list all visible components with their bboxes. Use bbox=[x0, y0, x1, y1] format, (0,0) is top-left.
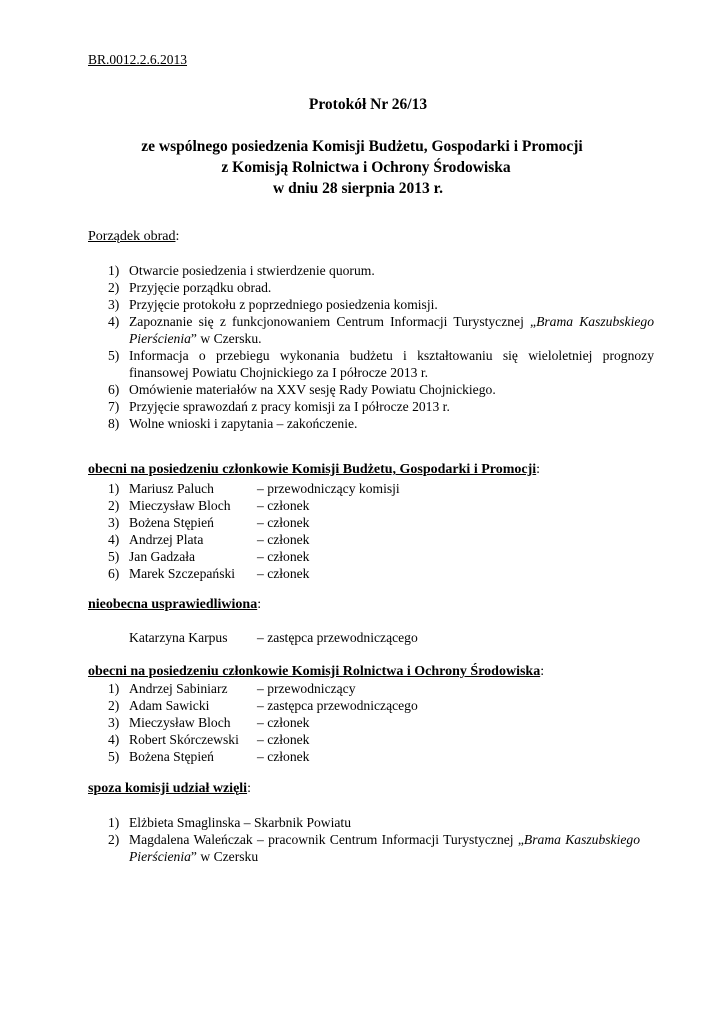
subtitle-line-3: w dniu 28 sierpnia 2013 r. bbox=[273, 180, 443, 197]
member-role: – przewodniczący bbox=[257, 681, 356, 696]
agri-committee-heading bbox=[88, 664, 544, 680]
item-number: 6) bbox=[108, 382, 120, 397]
member-number: 2) bbox=[108, 498, 120, 513]
member-role: – członek bbox=[257, 566, 310, 581]
budget-committee-heading bbox=[88, 462, 540, 478]
member-number: 1) bbox=[108, 681, 120, 696]
list-item bbox=[88, 296, 654, 313]
member-role: – zastępca przewodniczącego bbox=[257, 698, 418, 713]
item-text-italic: Brama Kaszubskiego Pierścienia bbox=[129, 832, 640, 864]
member-role: – członek bbox=[257, 532, 310, 547]
list-item bbox=[88, 398, 654, 415]
list-item bbox=[88, 262, 654, 279]
item-text: Magdalena Waleńczak – pracownik Centrum Informacji Turystycznej „ bbox=[129, 832, 524, 847]
member-role: – członek bbox=[257, 732, 310, 747]
item-number: 1) bbox=[108, 815, 120, 830]
item-text: Otwarcie posiedzenia i stwierdzenie quorum. bbox=[129, 263, 375, 278]
item-text: Wolne wnioski i zapytania – zakończenie. bbox=[129, 416, 358, 431]
member-role: – przewodniczący komisji bbox=[257, 481, 400, 496]
item-text-italic: Brama Kaszubskiego Pierścienia bbox=[129, 314, 654, 346]
member-number: 5) bbox=[108, 749, 120, 764]
absent-heading-text: nieobecna usprawiedliwiona bbox=[88, 597, 258, 612]
member-role: – członek bbox=[257, 498, 310, 513]
member-number: 1) bbox=[108, 481, 120, 496]
member-role: – zastępca przewodniczącego bbox=[257, 630, 418, 645]
member-number: 4) bbox=[108, 732, 120, 747]
item-number: 7) bbox=[108, 399, 120, 414]
member-role: – członek bbox=[257, 549, 310, 564]
item-text: Informacja o przebiegu wykonania budżetu i kształtowaniu się wieloletniej prognozy finansowej Powiatu Chojnickiego za I półrocze 2013 r. bbox=[129, 348, 654, 380]
absent-heading bbox=[88, 597, 261, 613]
item-number: 4) bbox=[108, 314, 120, 329]
member-name: Andrzej Sabiniarz bbox=[129, 681, 228, 696]
item-number: 3) bbox=[108, 297, 120, 312]
member-name: Andrzej Plata bbox=[129, 532, 204, 547]
list-item bbox=[88, 279, 654, 296]
list-item bbox=[88, 381, 654, 398]
member-name: Mieczysław Bloch bbox=[129, 715, 231, 730]
list-item bbox=[88, 814, 640, 831]
member-name: Mariusz Paluch bbox=[129, 481, 214, 496]
item-number: 8) bbox=[108, 416, 120, 431]
member-name: Jan Gadzała bbox=[129, 549, 196, 564]
item-number: 5) bbox=[108, 348, 120, 363]
agenda-list bbox=[88, 262, 654, 432]
agenda-heading bbox=[88, 229, 179, 245]
member-number: 3) bbox=[108, 515, 120, 530]
guests-heading-text: spoza komisji udział wzięli bbox=[88, 781, 248, 796]
colon: : bbox=[536, 462, 541, 477]
list-item bbox=[88, 831, 640, 865]
guests-heading bbox=[88, 781, 251, 797]
item-text: Przyjęcie sprawozdań z pracy komisji za I półrocze 2013 r. bbox=[129, 399, 450, 414]
member-name: Bożena Stępień bbox=[129, 749, 214, 764]
member-number: 3) bbox=[108, 715, 120, 730]
member-role: – członek bbox=[257, 749, 310, 764]
item-text: Omówienie materiałów na XXV sesję Rady Powiatu Chojnickiego. bbox=[129, 382, 496, 397]
item-text: ” w Czersku. bbox=[190, 331, 262, 346]
member-role: – członek bbox=[257, 515, 310, 530]
member-number: 2) bbox=[108, 698, 120, 713]
colon: : bbox=[175, 229, 180, 244]
colon: : bbox=[540, 664, 545, 679]
subtitle-line-1: ze wspólnego posiedzenia Komisji Budżetu, Gospodarki i Promocji bbox=[141, 138, 583, 155]
member-name: Marek Szczepański bbox=[129, 566, 236, 581]
member-name: Bożena Stępień bbox=[129, 515, 214, 530]
item-text: Elżbieta Smaglinska – Skarbnik Powiatu bbox=[129, 815, 352, 830]
colon: : bbox=[247, 781, 251, 796]
item-text: ” w Czersku bbox=[190, 849, 259, 864]
list-item bbox=[88, 313, 654, 347]
item-text: Przyjęcie porządku obrad. bbox=[129, 280, 272, 295]
budget-committee-heading-text: obecni na posiedzeniu członkowie Komisji Budżetu, Gospodarki i Promocji bbox=[88, 462, 537, 477]
item-number: 2) bbox=[108, 280, 120, 295]
list-item bbox=[88, 415, 654, 432]
member-role: – członek bbox=[257, 715, 310, 730]
agri-committee-heading-text: obecni na posiedzeniu członkowie Komisji Rolnictwa i Ochrony Środowiska bbox=[88, 664, 541, 679]
member-number: 6) bbox=[108, 566, 120, 581]
colon: : bbox=[257, 597, 262, 612]
member-name: Adam Sawicki bbox=[129, 698, 210, 713]
subtitle-line-2: z Komisją Rolnictwa i Ochrony Środowiska bbox=[221, 159, 511, 176]
member-name: Robert Skórczewski bbox=[129, 732, 239, 747]
item-number: 1) bbox=[108, 263, 120, 278]
member-name: Katarzyna Karpus bbox=[129, 630, 228, 645]
item-number: 2) bbox=[108, 832, 120, 847]
item-text: Przyjęcie protokołu z poprzedniego posiedzenia komisji. bbox=[129, 297, 438, 312]
member-number: 5) bbox=[108, 549, 120, 564]
document-reference: BR.0012.2.6.2013 bbox=[88, 52, 188, 67]
item-text: Zapoznanie się z funkcjonowaniem Centrum Informacji Turystycznej „ bbox=[129, 314, 537, 329]
member-name: Mieczysław Bloch bbox=[129, 498, 231, 513]
absent-member-row bbox=[129, 630, 418, 646]
member-number: 4) bbox=[108, 532, 120, 547]
list-item bbox=[88, 347, 654, 381]
agenda-heading-text: Porządek obrad bbox=[88, 229, 176, 244]
document-title: Protokół Nr 26/13 bbox=[308, 96, 428, 113]
guests-list bbox=[88, 814, 640, 865]
